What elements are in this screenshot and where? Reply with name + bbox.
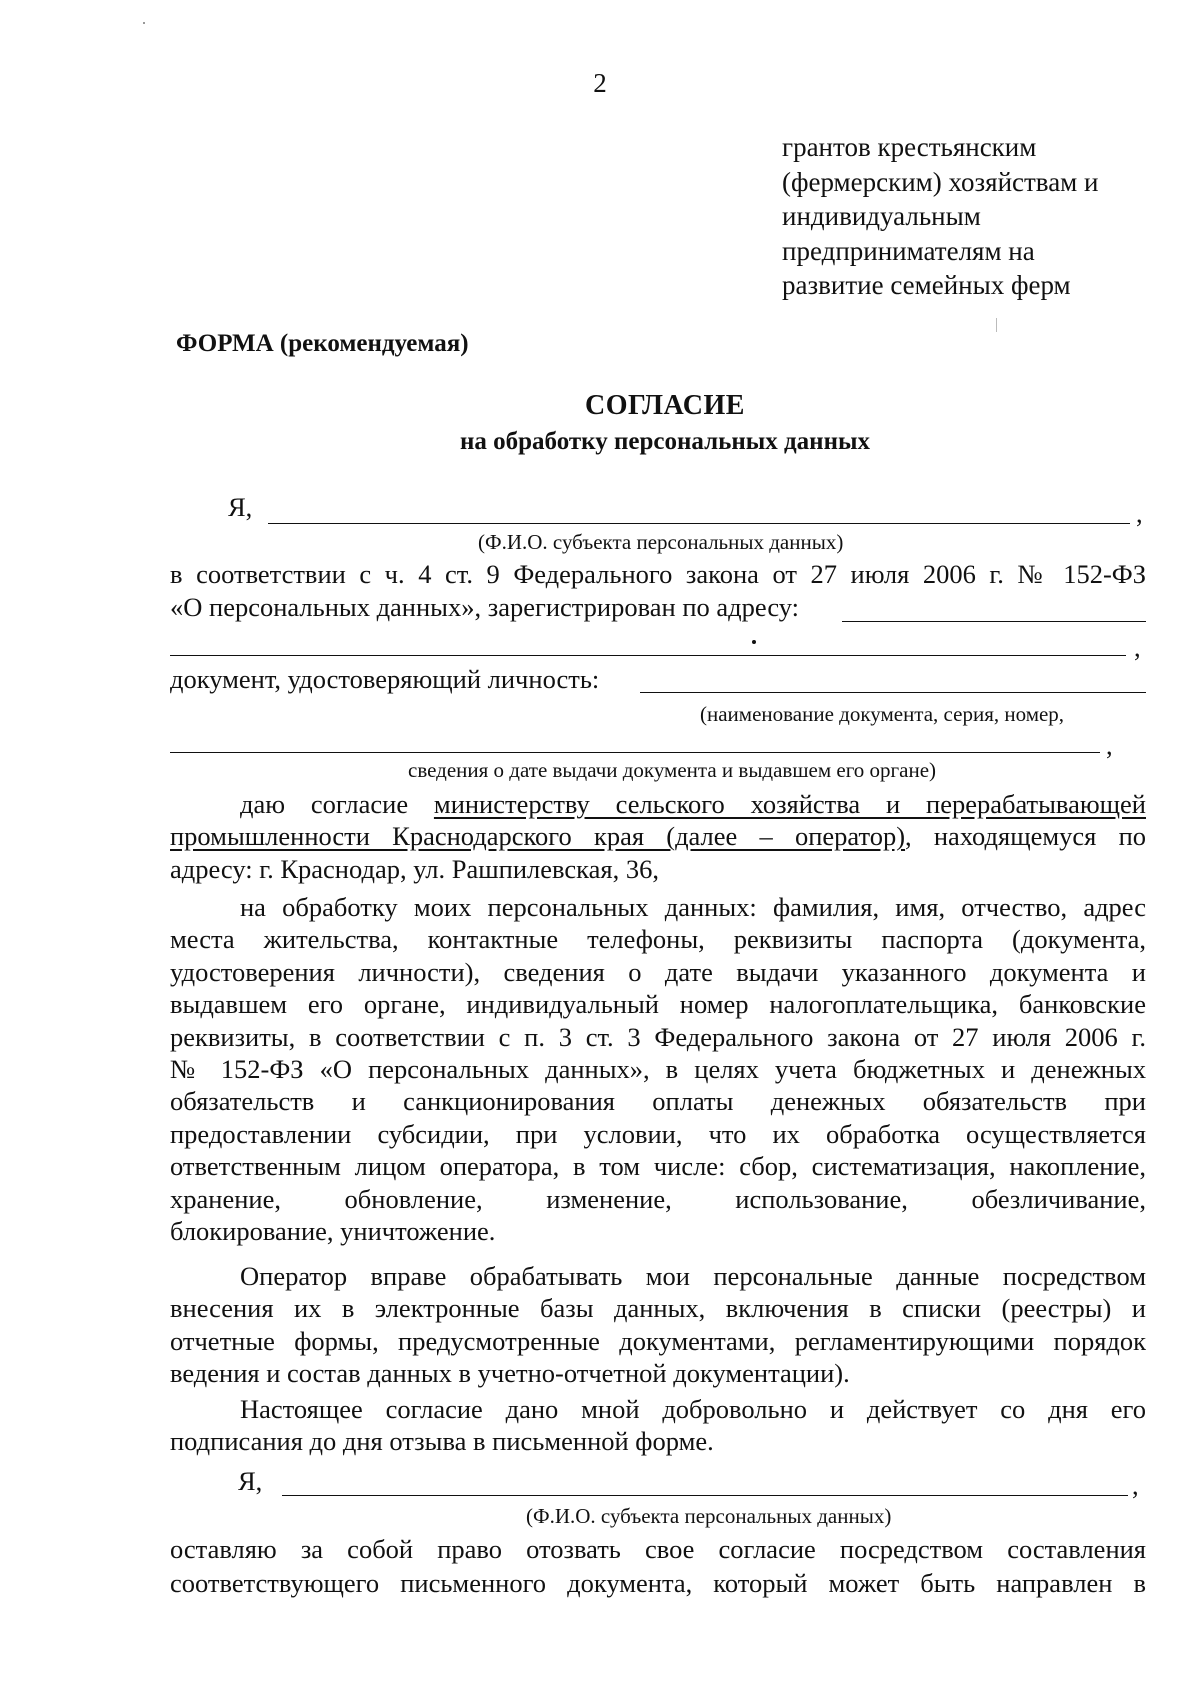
voluntary-line: подписания до дня отзыва в письменной форме. — [170, 1426, 714, 1457]
scan-dot — [752, 640, 756, 644]
operator-name-part1: министерству сельского хозяйства и перерабатывающей — [433, 789, 1146, 819]
law-line-1: в соответствии с ч. 4 ст. 9 Федерального закона от 27 июля 2006 г. № 152-ФЗ — [170, 559, 1146, 589]
address-field-line-2[interactable] — [170, 655, 1126, 656]
operator-text: Оператор вправе обрабатывать мои персональные данные посредством — [240, 1261, 1146, 1291]
processing-line: хранение, обновление, изменение, использование, обезличивание, — [170, 1183, 1146, 1214]
comma: , — [1106, 730, 1113, 760]
fio-hint: (Ф.И.О. субъекта персональных данных) — [478, 530, 844, 554]
processing-line: выдавшем его органе, индивидуальный номер налогоплательщика, банковские — [170, 989, 1146, 1020]
revoke-line: соответствующего письменного документа, который может быть направлен в — [170, 1568, 1146, 1598]
operator-paragraph — [170, 1260, 1146, 1390]
addressee-line: предпринимателям на — [782, 235, 1035, 266]
consent-tail: , находящемуся по — [905, 821, 1146, 852]
processing-line: удостоверения личности), сведения о дате выдачи указанного документа и — [170, 956, 1146, 987]
document-subtitle: на обработку персональных данных — [460, 428, 870, 455]
consent-lead: даю согласие — [240, 789, 409, 819]
processing-line: предоставлении субсидии, при условии, что их обработка осуществляется — [170, 1118, 1146, 1149]
processing-line: ответственным лицом оператора, в том числе: сбор, систематизация, накопление, — [170, 1151, 1146, 1182]
form-label: ФОРМА (рекомендуемая) — [176, 330, 469, 357]
scan-mark — [996, 318, 997, 332]
consent-paragraph — [170, 788, 1146, 885]
second-i-label: Я, — [238, 1466, 263, 1496]
operator-line: внесения их в электронные базы данных, включения в списки (реестры) и — [170, 1293, 1146, 1324]
addressee-line: индивидуальным — [782, 201, 981, 231]
processing-line: места жительства, контактные телефоны, реквизиты паспорта (документа, — [170, 924, 1146, 955]
addressee-line: развитие семейных ферм — [782, 270, 1071, 300]
fio-field-line-2[interactable] — [282, 1495, 1128, 1496]
voluntary-text: Настоящее согласие дано мной добровольно и действует со дня его — [240, 1394, 1146, 1424]
address-field-line[interactable] — [842, 621, 1146, 622]
consent-line-2 — [170, 820, 1146, 852]
first-i-label: Я, — [228, 492, 253, 522]
processing-line: обязательств и санкционирования оплаты денежных обязательств при — [170, 1086, 1146, 1117]
operator-line: ведения и состав данных в учетно-отчетной документации). — [170, 1358, 850, 1389]
document-title: СОГЛАСИЕ — [585, 390, 745, 421]
doc-hint-2: сведения о дате выдачи документа и выдавшем его органе) — [408, 758, 937, 782]
comma: , — [1134, 632, 1141, 662]
addressee-line: (фермерским) хозяйствам и — [782, 166, 1099, 197]
processing-line: реквизиты, в соответствии с п. 3 ст. 3 Федерального закона от 27 июля 2006 г. — [170, 1021, 1146, 1052]
operator-name-part2: промышленности Краснодарского края (далее – оператор) — [170, 821, 906, 852]
processing-text: на обработку моих персональных данных: фамилия, имя, отчество, адрес — [240, 892, 1146, 922]
processing-line: № 152-ФЗ «О персональных данных», в целях учета бюджетных и денежных — [170, 1054, 1146, 1085]
processing-line — [170, 891, 1146, 923]
page-number: 2 — [593, 68, 607, 98]
processing-line: блокирование, уничтожение. — [170, 1216, 496, 1247]
addressee-line: грантов крестьянским — [782, 132, 1037, 162]
comma: , — [1136, 498, 1143, 528]
voluntary-paragraph — [170, 1393, 1146, 1458]
operator-line: отчетные формы, предусмотренные документами, регламентирующими порядок — [170, 1325, 1146, 1356]
revoke-line: оставляю за собой право отозвать свое согласие посредством составления — [170, 1534, 1146, 1564]
scan-mark — [143, 22, 145, 24]
fio-hint-2: (Ф.И.О. субъекта персональных данных) — [526, 1504, 892, 1528]
operator-line — [170, 1260, 1146, 1292]
consent-line-1 — [170, 788, 1146, 820]
comma: , — [1132, 1470, 1139, 1500]
addressee-block — [782, 130, 1098, 303]
doc-field-line-2[interactable] — [170, 752, 1100, 753]
doc-label: документ, удостоверяющий личность: — [170, 664, 600, 694]
revoke-paragraph — [170, 1532, 1146, 1600]
law-line-2: «О персональных данных», зарегистрирован по адресу: — [170, 592, 799, 622]
voluntary-line — [170, 1393, 1146, 1425]
doc-hint-1: (наименование документа, серия, номер, — [700, 702, 1065, 726]
doc-field-line[interactable] — [640, 692, 1146, 693]
consent-line-3: адресу: г. Краснодар, ул. Рашпилевская, 36, — [170, 853, 659, 884]
fio-field-line[interactable] — [268, 523, 1130, 524]
processing-paragraph — [170, 891, 1146, 1247]
